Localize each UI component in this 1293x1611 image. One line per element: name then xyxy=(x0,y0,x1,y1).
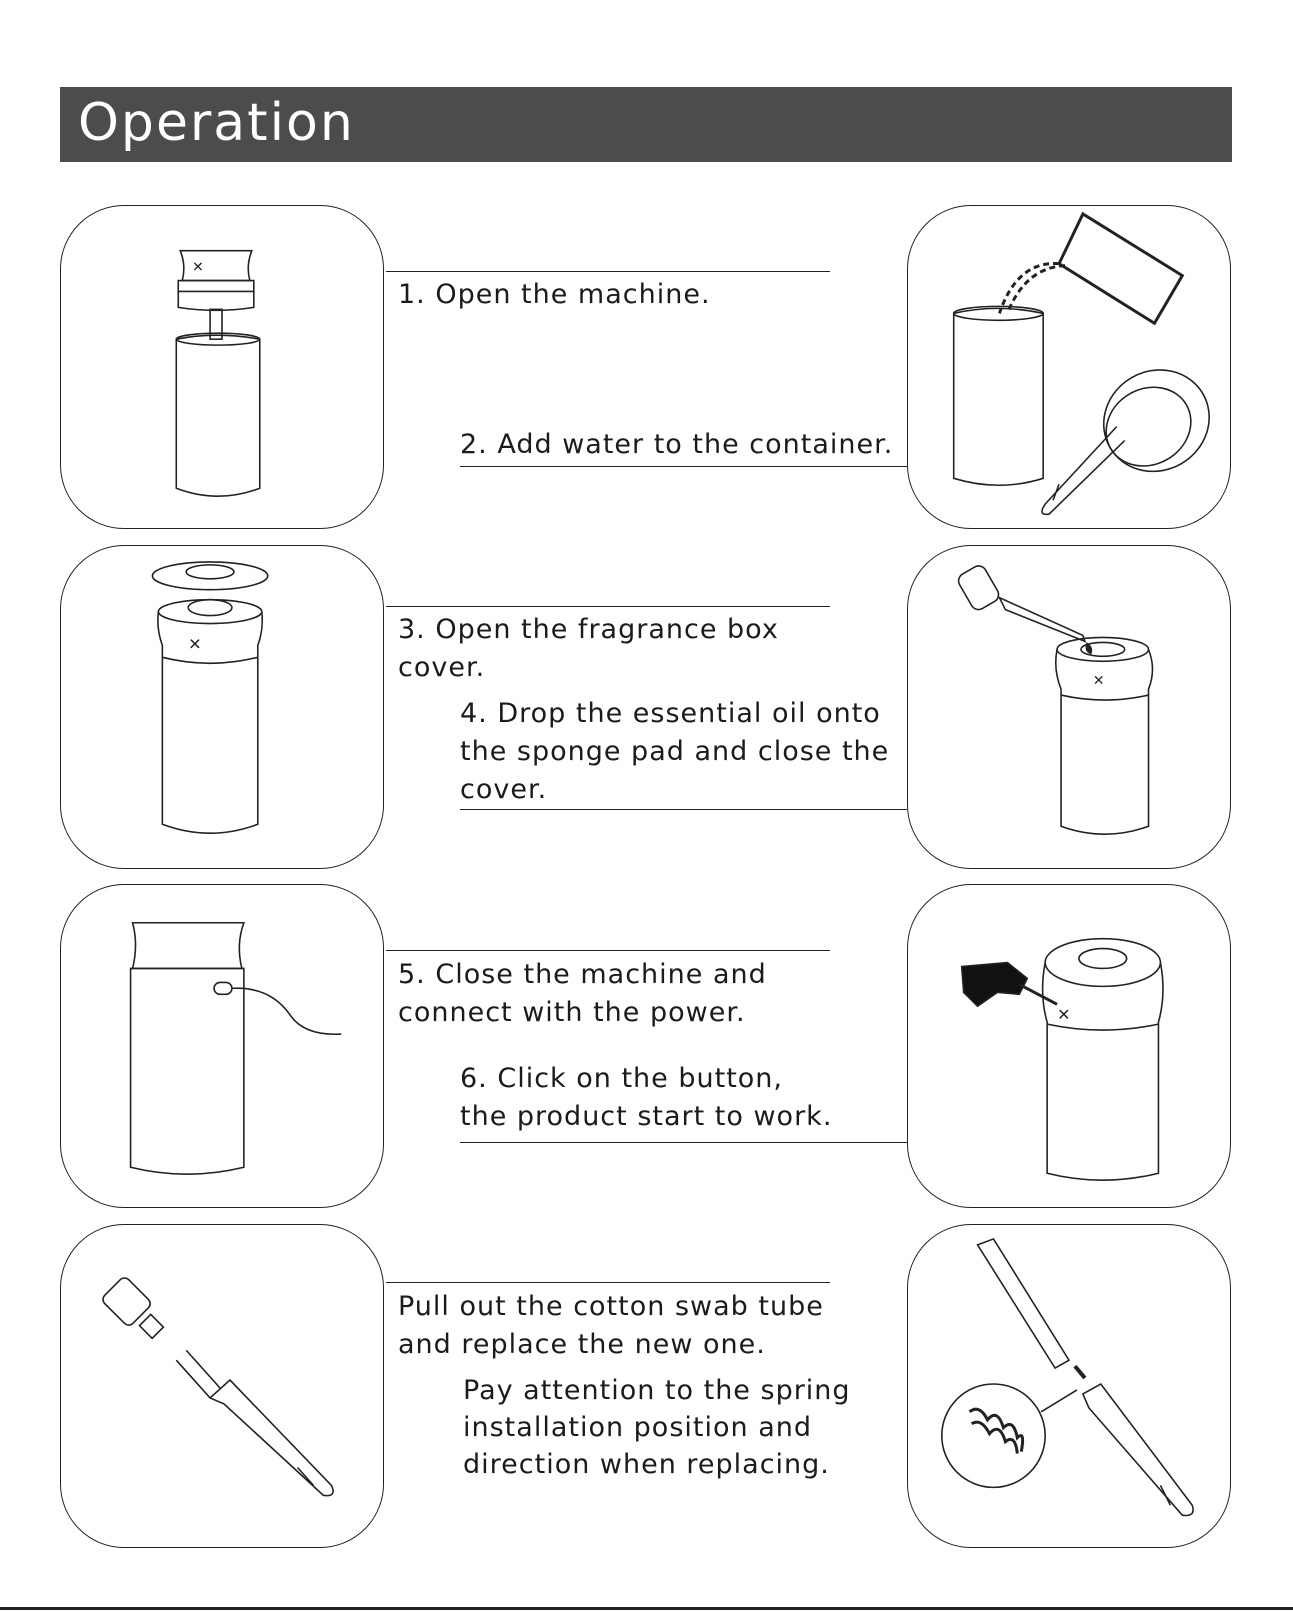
step-6-line-2: the product start to work. xyxy=(460,1101,833,1132)
spring-note-line-1: Pay attention to the spring xyxy=(463,1375,851,1406)
svg-text:✕: ✕ xyxy=(192,259,204,276)
spring-note-line-2: installation position and xyxy=(463,1412,812,1443)
step-4-line-2: the sponge pad and close the xyxy=(460,736,890,767)
step-4-line-1: 4. Drop the essential oil onto xyxy=(460,698,881,729)
spring-replacement-illustration xyxy=(907,1224,1231,1548)
step-3-rule xyxy=(386,606,830,607)
cotton-swab-tube-illustration xyxy=(60,1224,384,1548)
fragrance-box-cover-illustration xyxy=(60,545,384,869)
step-3-line-2: cover. xyxy=(398,652,486,683)
spring-note-line-3: direction when replacing. xyxy=(463,1449,830,1480)
press-button-illustration xyxy=(907,884,1231,1208)
add-water-illustration xyxy=(907,205,1231,529)
svg-text:✕: ✕ xyxy=(1057,1005,1071,1025)
power-cable-illustration xyxy=(60,884,384,1208)
step-4-rule xyxy=(460,809,907,810)
step-1-text: 1. Open the machine. xyxy=(398,279,711,310)
svg-text:✕: ✕ xyxy=(1092,673,1105,690)
step-6-line-1: 6. Click on the button, xyxy=(460,1063,784,1094)
svg-text:✕: ✕ xyxy=(188,634,202,654)
step-2-rule xyxy=(460,466,907,467)
essential-oil-dropper-illustration xyxy=(907,545,1231,869)
page-bottom-rule xyxy=(0,1607,1293,1610)
step-2-text: 2. Add water to the container. xyxy=(460,429,894,460)
step-5-rule xyxy=(386,950,830,951)
step-3-line-1: 3. Open the fragrance box xyxy=(398,614,779,645)
section-header xyxy=(60,87,1232,162)
page-title: Operation xyxy=(78,93,355,153)
step-5-line-2: connect with the power. xyxy=(398,997,746,1028)
replace-tube-line-2: and replace the new one. xyxy=(398,1329,766,1360)
replace-tube-line-1: Pull out the cotton swab tube xyxy=(398,1291,824,1322)
replace-tube-rule xyxy=(386,1282,830,1283)
open-machine-illustration xyxy=(60,205,384,529)
step-5-line-1: 5. Close the machine and xyxy=(398,959,767,990)
step-1-rule xyxy=(386,271,830,272)
step-6-rule xyxy=(460,1142,907,1143)
step-4-line-3: cover. xyxy=(460,774,548,805)
